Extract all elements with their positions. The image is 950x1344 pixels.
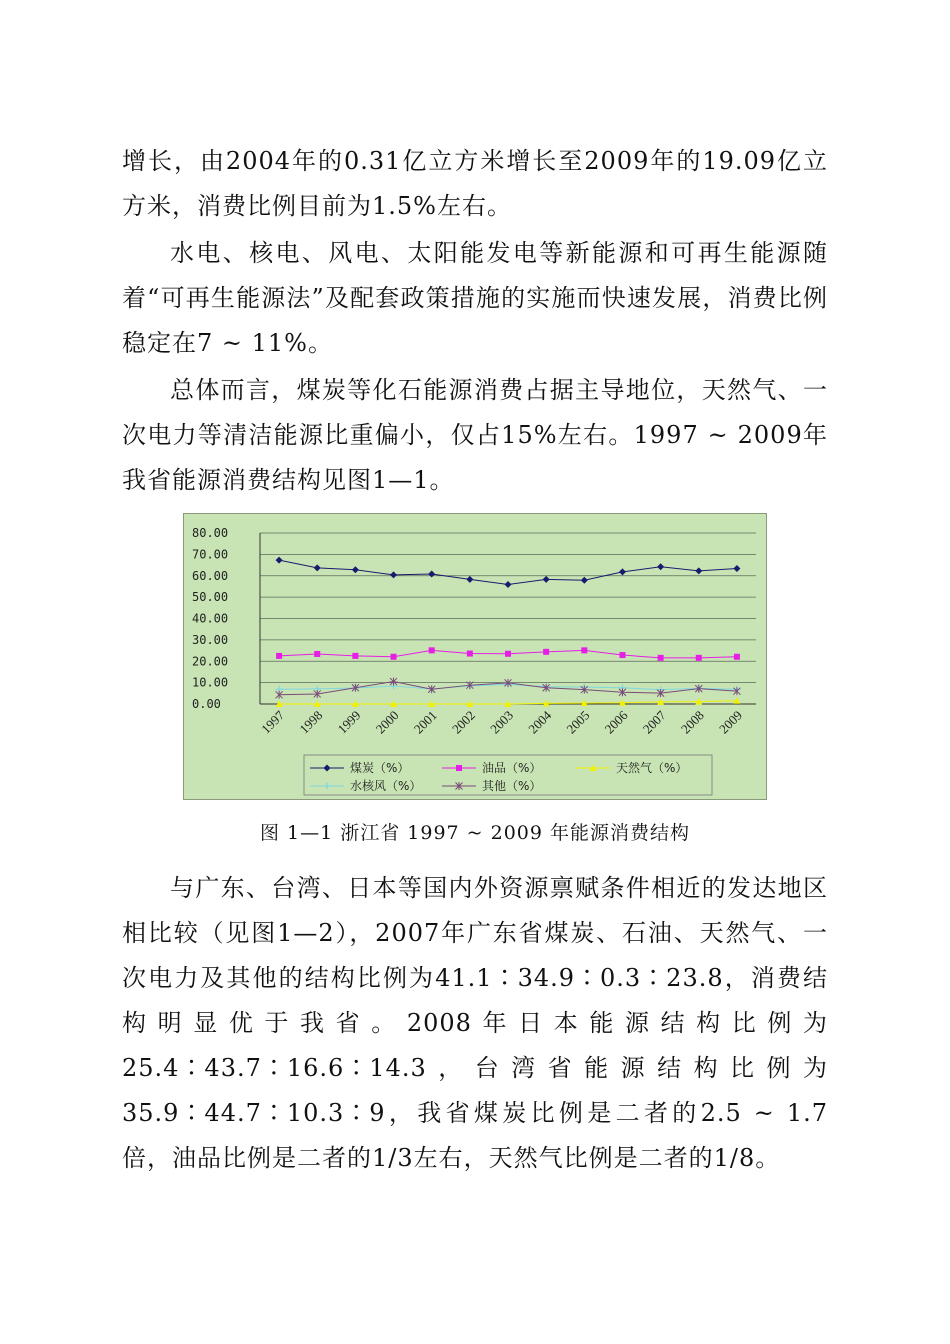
data-point-oil	[314, 651, 320, 657]
legend-label-coal: 煤炭（%）	[350, 761, 410, 775]
paragraph-summary	[122, 368, 828, 503]
x-tick-label: 2000	[372, 707, 402, 737]
figure-caption: 图 1—1 浙江省 1997 ~ 2009 年能源消费结构	[259, 822, 691, 844]
y-tick-label: 30.00	[192, 632, 229, 647]
y-tick-label: 0.00	[192, 697, 221, 711]
data-point-oil	[276, 653, 282, 659]
data-point-coal	[543, 576, 550, 583]
data-point-coal	[352, 566, 359, 573]
data-point-oil	[429, 647, 435, 653]
legend-label-hydro_nuclear_wind: 水核风（%）	[350, 779, 422, 793]
y-tick-label: 20.00	[192, 654, 229, 669]
paragraph-continuation	[122, 139, 828, 229]
paragraph-new-energy	[122, 231, 828, 366]
paragraph-4: 与广东、台湾、日本等国内外资源禀赋条件相近的发达地区相比较（见图1—2），2007年广东省煤炭、石油、天然气、一次电力及其他的结构比例为41.1∶34.9∶0.3∶23.8，消费结构明显优于我省。2008年日本能源结构比例为25.4∶43.7∶16.6∶14.3，台湾省能源结构比例为35.9∶44.7∶10.3∶9，我省煤炭比例是二者的2.5 ~ 1.7倍，油品比例是二者的1/3左右，天然气比例是二者的1/8。	[122, 874, 828, 1172]
data-point-coal	[276, 557, 283, 564]
x-tick-label: 2006	[601, 707, 631, 737]
x-tick-label: 1998	[296, 707, 326, 737]
data-point-oil	[505, 651, 511, 657]
y-tick-label: 80.00	[192, 526, 229, 540]
legend-marker-oil	[456, 765, 462, 771]
paragraph-1: 增长，由2004年的0.31亿立方米增长至2009年的19.09亿立方米，消费比例目前为1.5%左右。	[122, 147, 828, 220]
y-tick-label: 70.00	[192, 547, 229, 562]
data-point-coal	[505, 581, 512, 588]
data-point-oil	[391, 654, 397, 660]
legend-label-other: 其他（%）	[482, 779, 542, 793]
data-point-oil	[581, 647, 587, 653]
x-tick-label: 2007	[639, 707, 669, 737]
data-point-oil	[619, 652, 625, 658]
data-point-coal	[314, 564, 321, 571]
legend-label-gas: 天然气（%）	[616, 761, 688, 775]
data-point-coal	[390, 571, 397, 578]
x-tick-label: 1999	[334, 707, 364, 737]
x-tick-label: 2004	[525, 707, 555, 737]
x-tick-label: 2002	[448, 707, 478, 737]
paragraph-2: 水电、核电、风电、太阳能发电等新能源和可再生能源随着“可再生能源法”及配套政策措施的实施而快速发展，消费比例稳定在7 ~ 11%。	[122, 239, 828, 357]
energy-structure-chart	[183, 513, 767, 800]
x-tick-label: 2009	[716, 707, 746, 737]
data-point-coal	[581, 577, 588, 584]
y-tick-label: 40.00	[192, 611, 229, 626]
x-tick-label: 1997	[258, 707, 288, 737]
data-point-oil	[543, 649, 549, 655]
y-tick-label: 50.00	[192, 590, 229, 605]
chart-svg	[184, 514, 766, 799]
data-point-coal	[695, 567, 702, 574]
y-tick-label: 60.00	[192, 568, 229, 583]
series-line-coal	[279, 560, 737, 584]
data-point-oil	[658, 655, 664, 661]
data-point-oil	[352, 653, 358, 659]
paragraph-comparison	[122, 866, 828, 1181]
data-point-oil	[734, 654, 740, 660]
data-point-oil	[467, 651, 473, 657]
data-point-coal	[733, 565, 740, 572]
x-tick-label: 2005	[563, 707, 593, 737]
x-tick-label: 2001	[410, 707, 440, 737]
y-tick-label: 10.00	[192, 675, 229, 690]
data-point-coal	[619, 568, 626, 575]
data-point-coal	[466, 576, 473, 583]
paragraph-3: 总体而言，煤炭等化石能源消费占据主导地位，天然气、一次电力等清洁能源比重偏小，仅占15%左右。1997 ~ 2009年我省能源消费结构见图1—1。	[122, 376, 828, 494]
x-tick-label: 2003	[487, 707, 517, 737]
legend-label-oil: 油品（%）	[482, 761, 542, 775]
data-point-coal	[428, 571, 435, 578]
data-point-oil	[696, 655, 702, 661]
data-point-coal	[657, 563, 664, 570]
x-tick-label: 2008	[677, 707, 707, 737]
